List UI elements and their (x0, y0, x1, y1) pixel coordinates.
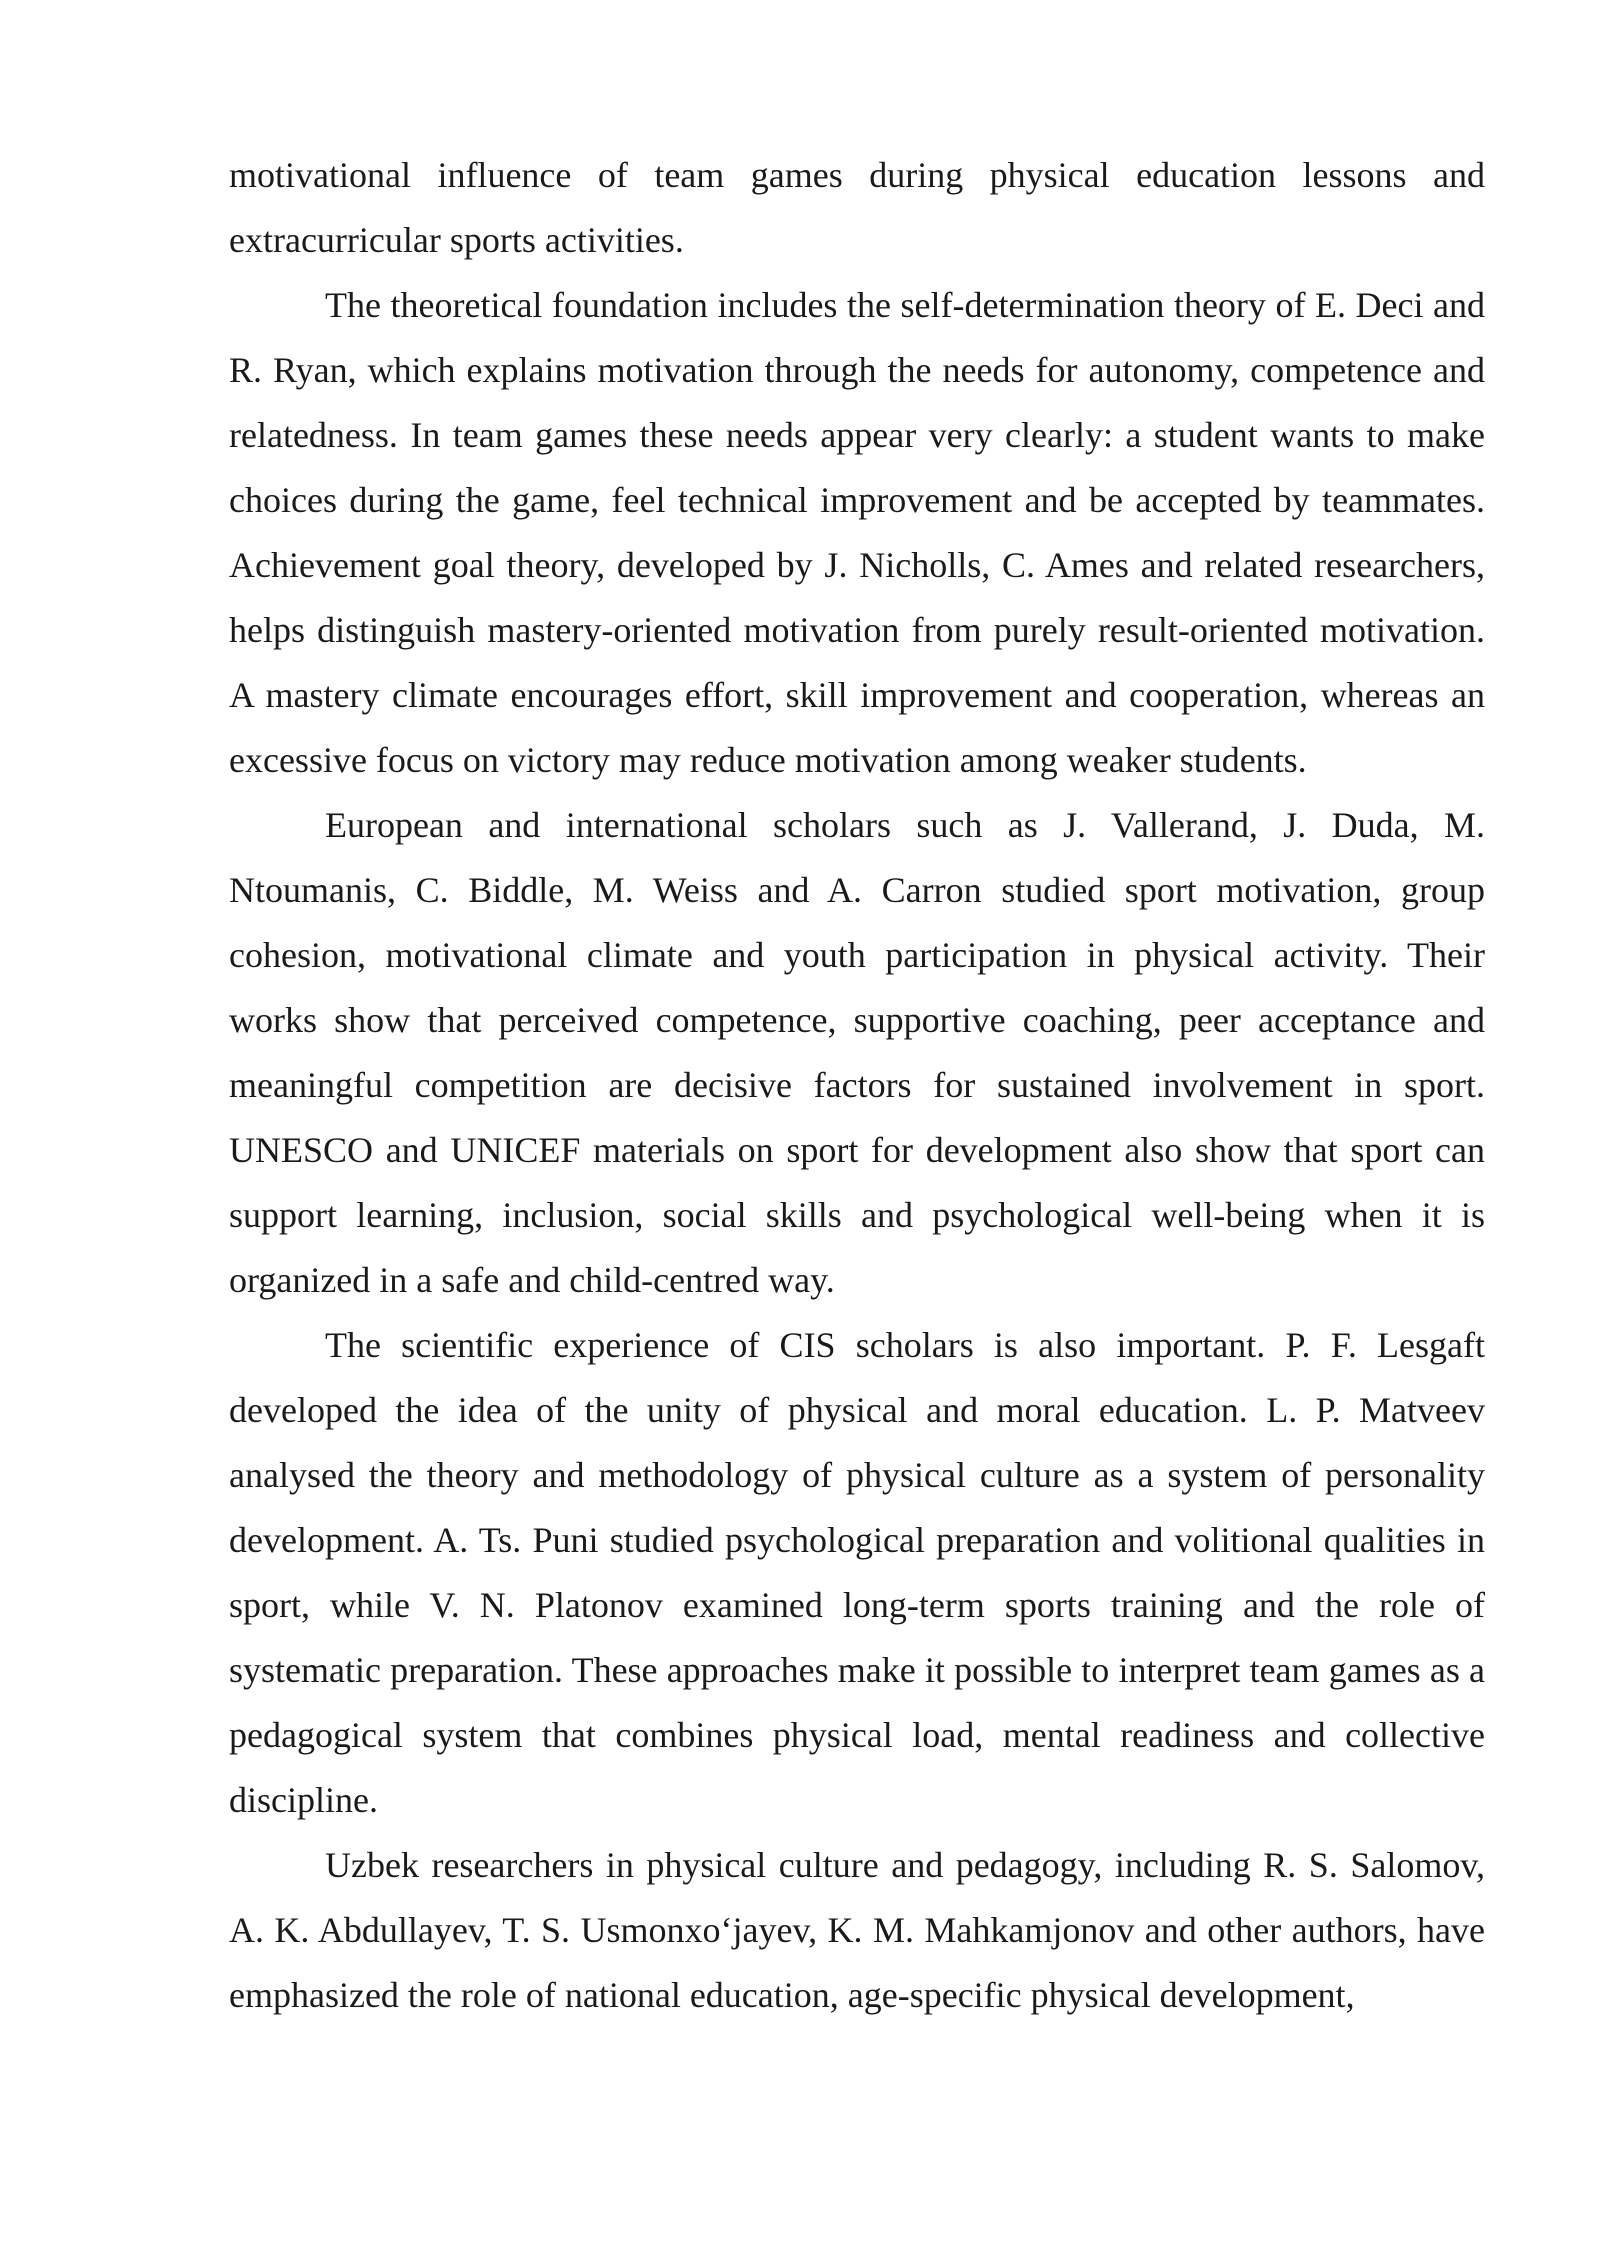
paragraph-continuation: motivational influence of team games during physical education lessons and extracurricular sports activities. (229, 155, 1485, 260)
paragraph-cis-scholars: The scientific experience of CIS scholars is also important. P. F. Lesgaft developed the idea of the unity of physical and moral education. L. P. Matveev analysed the theory and methodology of physical culture as a system of personality development. A. Ts. Puni studied psychological preparation and volitional qualities in sport, while V. N. Platonov examined long-term sports training and the role of systematic preparation. These approaches make it possible to interpret team games as a pedagogical system that combines physical load, mental readiness and collective discipline. (229, 1325, 1485, 1820)
paragraph-uzbek-researchers: Uzbek researchers in physical culture and pedagogy, including R. S. Salomov, A. K. Abdullayev, T. S. Usmonxo‘jayev, K. M. Mahkamjonov and other authors, have emphasized the role of national education, age-specific physical development, (229, 1845, 1485, 2015)
document-body (229, 143, 1485, 2028)
paragraph-international-scholars: European and international scholars such as J. Vallerand, J. Duda, M. Ntoumanis, C. Biddle, M. Weiss and A. Carron studied sport motivation, group cohesion, motivational climate and youth participation in physical activity. Their works show that perceived competence, supportive coaching, peer acceptance and meaningful competition are decisive factors for sustained involvement in sport. UNESCO and UNICEF materials on sport for development also show that sport can support learning, inclusion, social skills and psychological well-being when it is organized in a safe and child-centred way. (229, 805, 1485, 1300)
paragraph-theoretical-foundation: The theoretical foundation includes the self-determination theory of E. Deci and R. Ryan, which explains motivation through the needs for autonomy, competence and relatedness. In team games these needs appear very clearly: a student wants to make choices during the game, feel technical improvement and be accepted by teammates. Achievement goal theory, developed by J. Nicholls, C. Ames and related researchers, helps distinguish mastery-oriented motivation from purely result-oriented motivation. A mastery climate encourages effort, skill improvement and cooperation, whereas an excessive focus on victory may reduce motivation among weaker students. (229, 285, 1485, 780)
